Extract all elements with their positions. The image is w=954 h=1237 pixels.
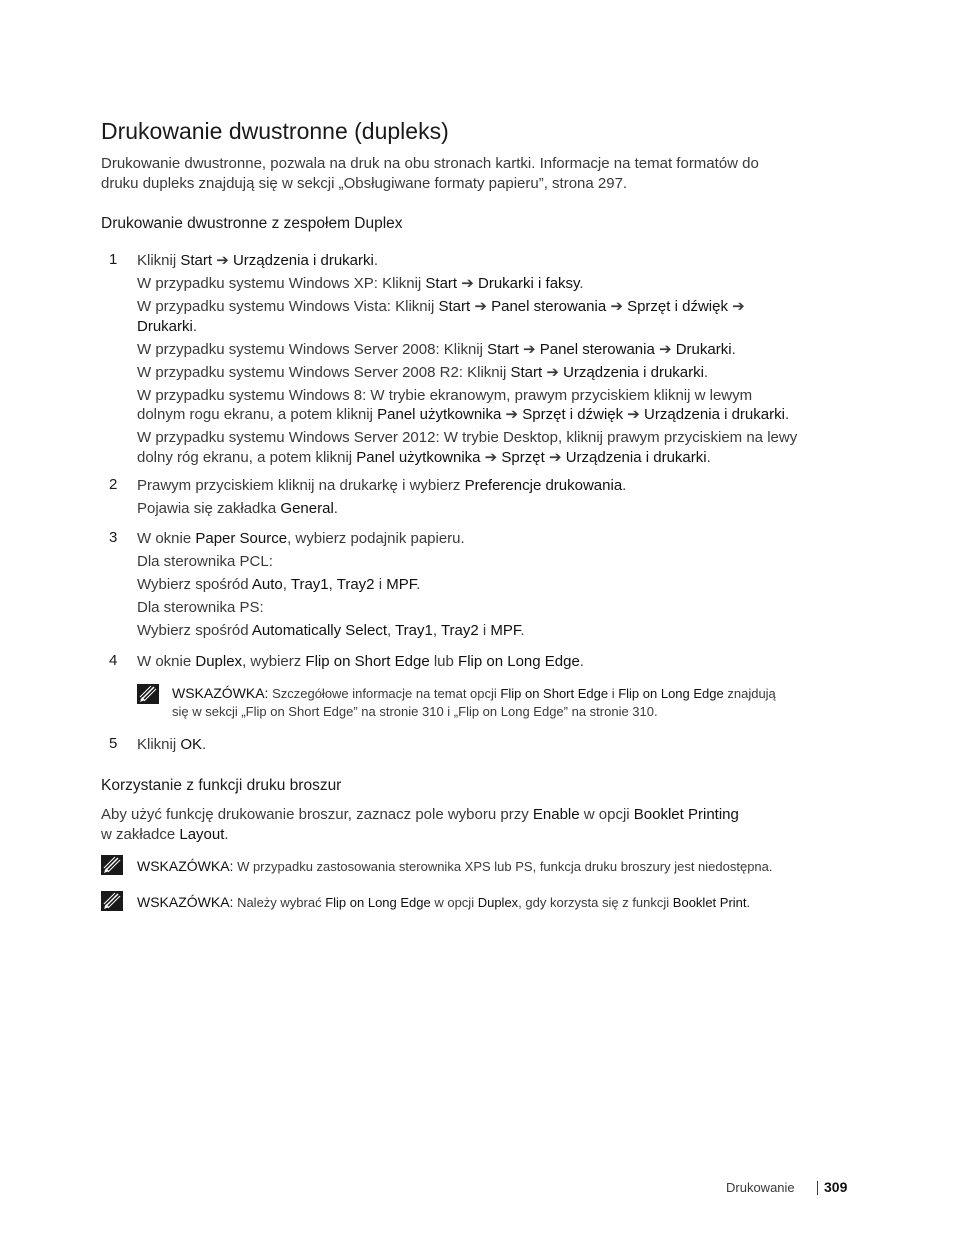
step-2-line: Prawym przyciskiem kliknij na drukarkę i wybierz Preferencje drukowania.: [137, 477, 627, 494]
step-4-line: W oknie Duplex, wybierz Flip on Short Edge lub Flip on Long Edge.: [137, 653, 584, 670]
page-number: 309: [824, 1179, 848, 1195]
intro-line-1: Drukowanie dwustronne, pozwala na druk na obu stronach kartki. Informacje na temat formatów do: [101, 155, 759, 172]
booklet-line: w zakładce Layout.: [101, 825, 229, 843]
step-3-line: W oknie Paper Source, wybierz podajnik papieru.: [137, 530, 465, 547]
step-1-line-server2012: W przypadku systemu Windows Server 2012: W trybie Desktop, kliknij prawym przyciskiem na lewy dolny róg ekranu, a potem kliknij Panel użytkownika ➔ Sprzęt ➔ Urządzenia i drukarki.: [137, 429, 798, 466]
step-5-line: Kliknij OK.: [137, 736, 207, 753]
footer-section: Drukowanie: [726, 1180, 795, 1195]
note-pencil-icon: [101, 891, 123, 911]
booklet-paragraph: [101, 805, 841, 844]
step-1-line-server2008r2: W przypadku systemu Windows Server 2008 R2: Kliknij Start ➔ Urządzenia i drukarki.: [137, 363, 709, 381]
note-pencil-icon: [101, 855, 123, 875]
step-2-content: [137, 476, 857, 519]
note-2: WSKAZÓWKA: W przypadku zastosowania sterownika XPS lub PS, funkcja druku broszury jest niedostępna.: [137, 858, 773, 874]
note-3: WSKAZÓWKA: Należy wybrać Flip on Long Edge w opcji Duplex, gdy korzysta się z funkcji Booklet Print.: [137, 894, 751, 910]
section-heading-booklet: Korzystanie z funkcji druku broszur: [101, 777, 342, 794]
section-heading-duplex: Drukowanie dwustronne z zespołem Duplex: [101, 215, 403, 232]
step-1-line: Kliknij Start ➔ Urządzenia i drukarki.: [137, 252, 379, 269]
step-3-line: Wybierz spośród Automatically Select, Tray1, Tray2 i MPF.: [137, 622, 525, 639]
step-1-line-xp: W przypadku systemu Windows XP: Kliknij Start ➔ Drukarki i faksy.: [137, 275, 584, 292]
step-1-line-server2008: W przypadku systemu Windows Server 2008: Kliknij Start ➔ Panel sterowania ➔ Drukarki.: [137, 340, 736, 358]
step-number: 4: [109, 652, 118, 669]
step-3-line: Dla sterownika PCL:: [137, 553, 273, 570]
note-pencil-icon: [137, 684, 159, 704]
step-3-content: [137, 529, 857, 641]
step-number: 3: [109, 529, 118, 546]
footer-divider: [817, 1181, 818, 1195]
step-3-line: Dla sterownika PS:: [137, 599, 264, 616]
note-1-line: się w sekcji „Flip on Short Edge” na stronie 310 i „Flip on Long Edge” na stronie 310.: [172, 704, 658, 719]
booklet-line: Aby użyć funkcję drukowanie broszur, zaznacz pole wyboru przy Enable w opcji Booklet Printing: [101, 806, 739, 823]
intro-line-2: druku dupleks znajdują się w sekcji „Obsługiwane formaty papieru”, strona 297.: [101, 174, 628, 192]
step-1-line-win8: W przypadku systemu Windows 8: W trybie ekranowym, prawym przyciskiem kliknij w lewym dolnym rogu ekranu, a potem kliknij Panel użytkownika ➔ Sprzęt i dźwięk ➔ Urządzenia i drukarki.: [137, 386, 790, 423]
step-3-line: Wybierz spośród Auto, Tray1, Tray2 i MPF.: [137, 576, 421, 593]
intro-paragraph: [101, 154, 841, 193]
note-1: [172, 684, 852, 721]
step-number: 5: [109, 735, 118, 752]
step-4-content: [137, 652, 857, 672]
step-1-content: [137, 251, 857, 467]
step-5-content: [137, 735, 857, 755]
page-title: Drukowanie dwustronne (dupleks): [101, 118, 449, 144]
step-1-line-vista: W przypadku systemu Windows Vista: Kliknij Start ➔ Panel sterowania ➔ Sprzęt i dźwięk ➔ Drukarki.: [137, 298, 745, 335]
step-2-line: Pojawia się zakładka General.: [137, 500, 338, 517]
step-number: 1: [109, 251, 118, 268]
note-1-line: WSKAZÓWKA: Szczegółowe informacje na temat opcji Flip on Short Edge i Flip on Long Edge znajdują: [172, 685, 776, 701]
step-number: 2: [109, 476, 118, 493]
